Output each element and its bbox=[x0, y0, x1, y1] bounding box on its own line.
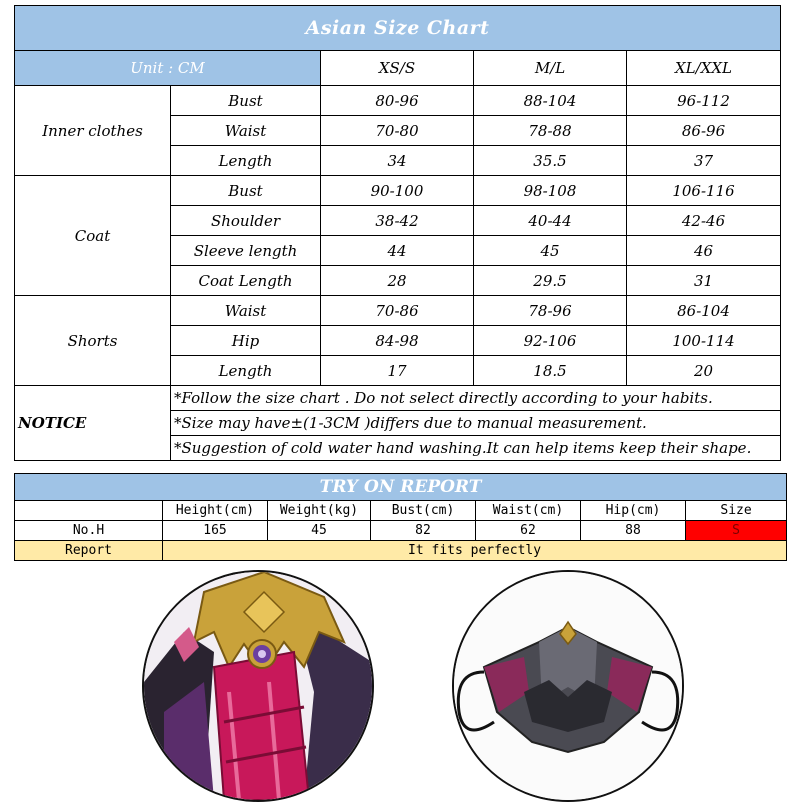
notice-line: *Size may have±(1-3CM )differs due to manual measurement. bbox=[171, 411, 781, 436]
unit-label: Unit : CM bbox=[15, 51, 321, 86]
cell-value: 82 bbox=[371, 521, 476, 541]
column-header: Height(cm) bbox=[163, 501, 268, 521]
report-text: It fits perfectly bbox=[163, 541, 787, 561]
size-cell: S bbox=[686, 521, 787, 541]
cell-value: 31 bbox=[627, 266, 781, 296]
column-header: Waist(cm) bbox=[476, 501, 581, 521]
row-label: Sleeve length bbox=[171, 236, 321, 266]
size-chart-title: Asian Size Chart bbox=[15, 6, 781, 51]
report-label: Report bbox=[15, 541, 163, 561]
size-header: XS/S bbox=[321, 51, 474, 86]
cell-value: 98-108 bbox=[474, 176, 627, 206]
cell-value: 78-96 bbox=[474, 296, 627, 326]
cell-value: 20 bbox=[627, 356, 781, 386]
cell-value: 29.5 bbox=[474, 266, 627, 296]
cell-value: 88-104 bbox=[474, 86, 627, 116]
notice-line: *Suggestion of cold water hand washing.It can help items keep their shape. bbox=[171, 436, 781, 461]
notice-line: *Follow the size chart . Do not select directly according to your habits. bbox=[171, 386, 781, 411]
column-header: Weight(kg) bbox=[268, 501, 371, 521]
product-photo-face-mask bbox=[452, 570, 684, 802]
cell-value: 37 bbox=[627, 146, 781, 176]
row-label: Length bbox=[171, 356, 321, 386]
size-header: M/L bbox=[474, 51, 627, 86]
cell-value: 70-86 bbox=[321, 296, 474, 326]
headpiece-illustration bbox=[144, 572, 372, 800]
notice-label: NOTICE bbox=[15, 386, 171, 461]
cell-value: 17 bbox=[321, 356, 474, 386]
cell-value: 34 bbox=[321, 146, 474, 176]
face-mask-illustration bbox=[454, 572, 682, 800]
cell-value: 18.5 bbox=[474, 356, 627, 386]
cell-value: 35.5 bbox=[474, 146, 627, 176]
try-on-report-table bbox=[14, 473, 787, 561]
column-header: Bust(cm) bbox=[371, 501, 476, 521]
group-label-inner-clothes: Inner clothes bbox=[15, 86, 171, 176]
cell-value: 84-98 bbox=[321, 326, 474, 356]
cell-value: 96-112 bbox=[627, 86, 781, 116]
cell-value: 62 bbox=[476, 521, 581, 541]
column-header: Hip(cm) bbox=[581, 501, 686, 521]
row-label: Shoulder bbox=[171, 206, 321, 236]
row-label: Bust bbox=[171, 176, 321, 206]
product-photo-headpiece bbox=[142, 570, 374, 802]
cell-value: 86-96 bbox=[627, 116, 781, 146]
cell-value: 90-100 bbox=[321, 176, 474, 206]
row-label: Length bbox=[171, 146, 321, 176]
row-label: Waist bbox=[171, 116, 321, 146]
cell-value: 45 bbox=[268, 521, 371, 541]
cell-value: 100-114 bbox=[627, 326, 781, 356]
group-label-coat: Coat bbox=[15, 176, 171, 296]
cell-value: 38-42 bbox=[321, 206, 474, 236]
cell-value: 42-46 bbox=[627, 206, 781, 236]
cell-value: 80-96 bbox=[321, 86, 474, 116]
column-header: Size bbox=[686, 501, 787, 521]
row-label: Hip bbox=[171, 326, 321, 356]
cell-value: 45 bbox=[474, 236, 627, 266]
try-on-title: TRY ON REPORT bbox=[15, 474, 787, 501]
empty-cell bbox=[15, 501, 163, 521]
row-label: Waist bbox=[171, 296, 321, 326]
size-chart-table bbox=[14, 5, 781, 461]
cell-value: 106-116 bbox=[627, 176, 781, 206]
group-label-shorts: Shorts bbox=[15, 296, 171, 386]
cell-value: 86-104 bbox=[627, 296, 781, 326]
cell-value: 28 bbox=[321, 266, 474, 296]
cell-value: 165 bbox=[163, 521, 268, 541]
row-label: Bust bbox=[171, 86, 321, 116]
size-header: XL/XXL bbox=[627, 51, 781, 86]
cell-value: 40-44 bbox=[474, 206, 627, 236]
row-label: Coat Length bbox=[171, 266, 321, 296]
cell-value: 78-88 bbox=[474, 116, 627, 146]
cell-value: 44 bbox=[321, 236, 474, 266]
model-label: No.H bbox=[15, 521, 163, 541]
cell-value: 70-80 bbox=[321, 116, 474, 146]
cell-value: 46 bbox=[627, 236, 781, 266]
cell-value: 88 bbox=[581, 521, 686, 541]
cell-value: 92-106 bbox=[474, 326, 627, 356]
